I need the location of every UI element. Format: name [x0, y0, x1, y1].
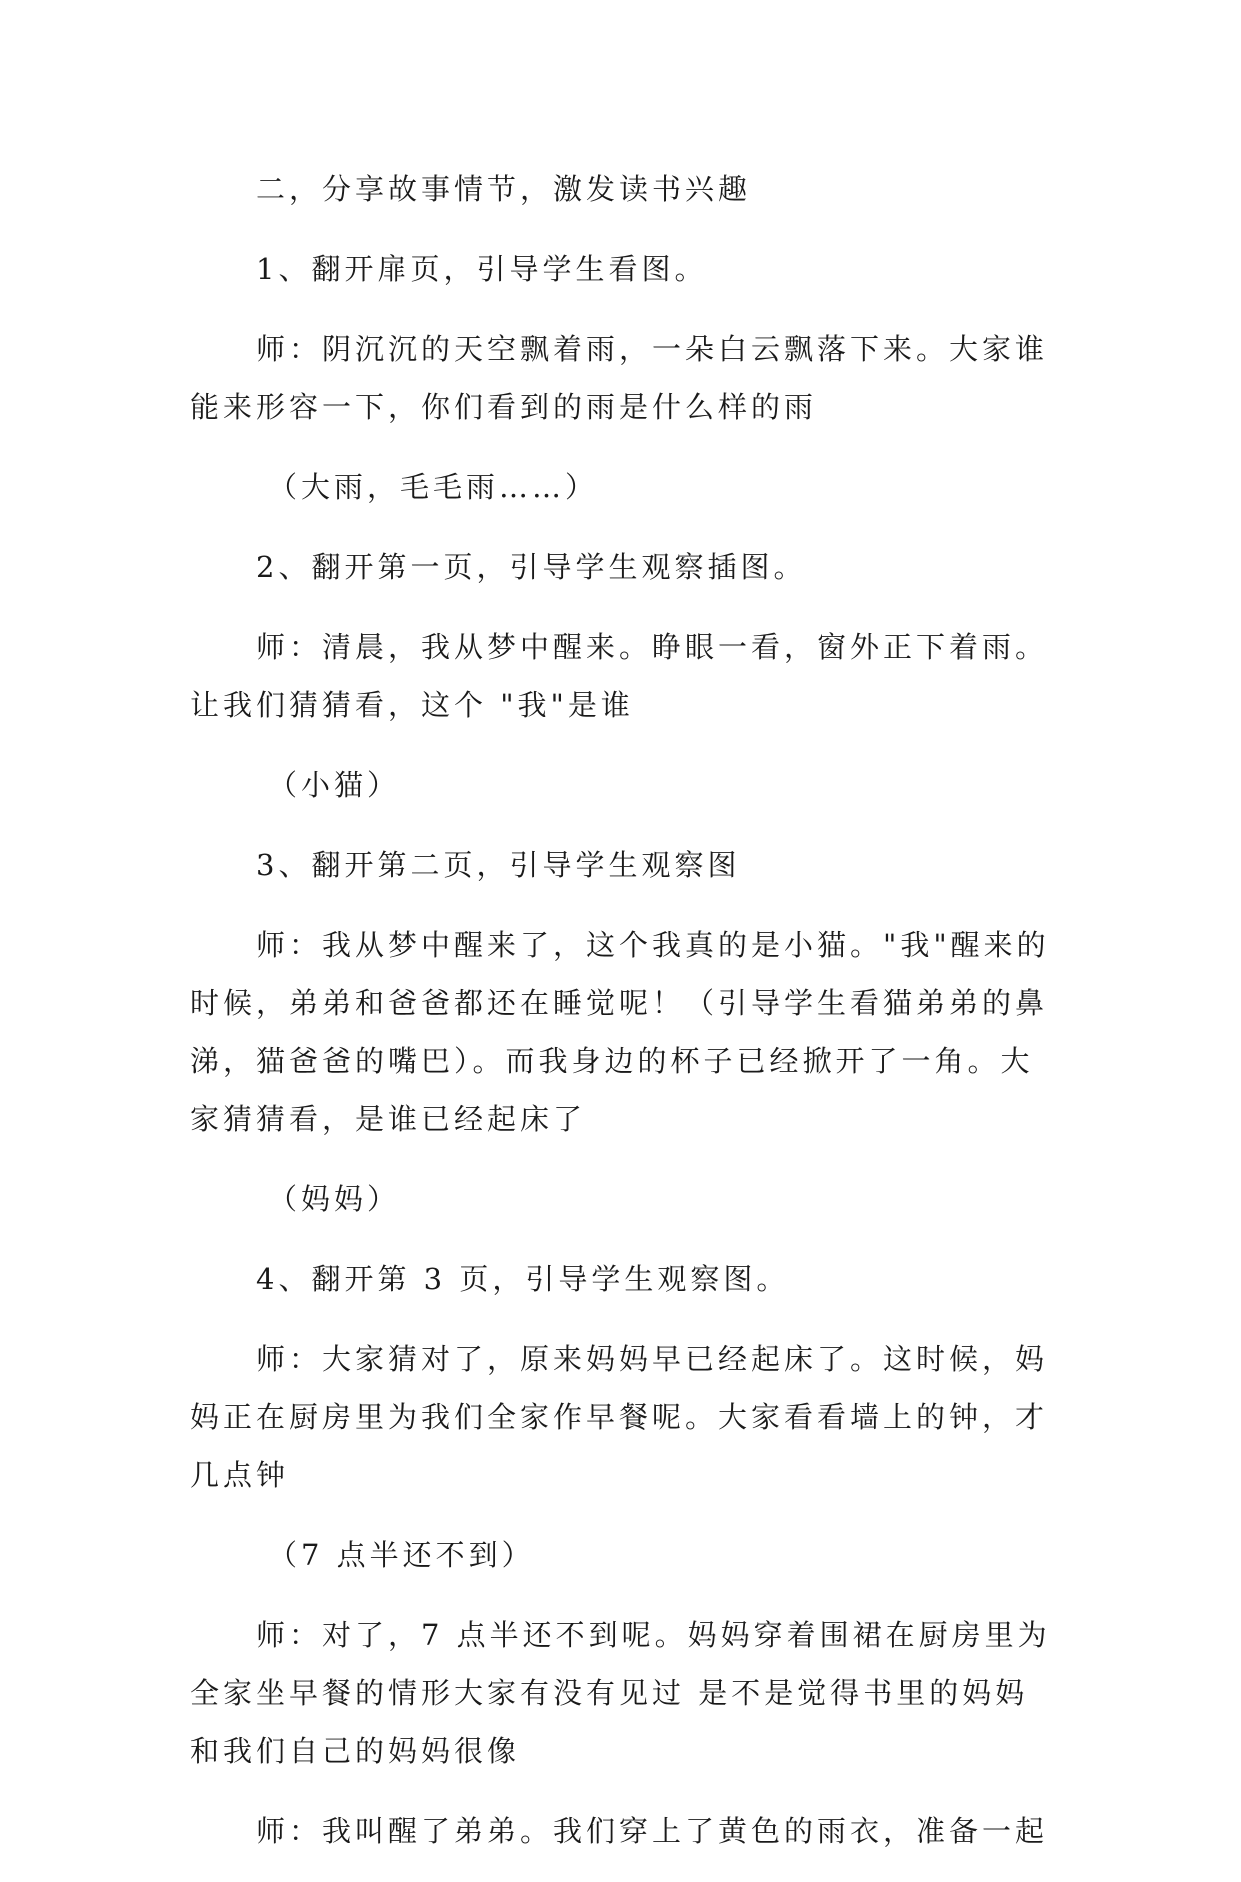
student-answer	[190, 756, 1060, 814]
student-answer	[190, 458, 1060, 516]
text-line: 家猜猜看，是谁已经起床了	[190, 1102, 587, 1136]
text-line: 师：我从梦中醒来了，这个我真的是小猫。"我"醒来的	[256, 928, 1050, 962]
text-line: 1、翻开扉页，引导学生看图。	[256, 252, 708, 286]
text-line: 3、翻开第二页，引导学生观察图	[256, 848, 741, 882]
teacher-dialogue	[190, 618, 1060, 734]
text-line: （小猫）	[268, 768, 401, 802]
text-line: 和我们自己的妈妈很像	[190, 1734, 521, 1768]
text-line: （7 点半还不到）	[268, 1538, 535, 1572]
text-line: （大雨，毛毛雨……）	[268, 470, 599, 504]
teacher-dialogue	[190, 916, 1060, 1148]
student-answer	[190, 1170, 1060, 1228]
step-3	[190, 836, 1060, 894]
text-line: 师：我叫醒了弟弟。我们穿上了黄色的雨衣，准备一起	[256, 1814, 1049, 1848]
text-line: 让我们猜猜看，这个 "我"是谁	[190, 688, 634, 722]
teacher-dialogue	[190, 320, 1060, 436]
text-line: 师：大家猜对了，原来妈妈早已经起床了。这时候，妈	[256, 1342, 1049, 1376]
step-4	[190, 1250, 1060, 1308]
text-line: 全家坐早餐的情形大家有没有见过 是不是觉得书里的妈妈	[190, 1676, 1029, 1710]
text-line: （妈妈）	[268, 1182, 401, 1216]
text-line: 4、翻开第 3 页，引导学生观察图。	[256, 1262, 790, 1296]
text-line: 二，分享故事情节，激发读书兴趣	[256, 172, 752, 206]
teacher-dialogue	[190, 1330, 1060, 1504]
document-body	[190, 160, 1060, 1882]
student-answer	[190, 1526, 1060, 1584]
text-line: 2、翻开第一页，引导学生观察插图。	[256, 550, 807, 584]
text-line: 师：清晨，我从梦中醒来。睁眼一看，窗外正下着雨。	[256, 630, 1049, 664]
step-1	[190, 240, 1060, 298]
text-line: 涕，猫爸爸的嘴巴）。而我身边的杯子已经掀开了一角。大	[190, 1044, 1034, 1078]
text-line: 几点钟	[190, 1458, 290, 1492]
teacher-dialogue	[190, 1802, 1060, 1860]
text-line: 妈正在厨房里为我们全家作早餐呢。大家看看墙上的钟，才	[190, 1400, 1049, 1434]
text-line: 能来形容一下，你们看到的雨是什么样的雨	[190, 390, 818, 424]
section-heading	[190, 160, 1060, 218]
text-line: 师：阴沉沉的天空飘着雨，一朵白云飘落下来。大家谁	[256, 332, 1049, 366]
text-line: 时候，弟弟和爸爸都还在睡觉呢！（引导学生看猫弟弟的鼻	[190, 986, 1049, 1020]
step-2	[190, 538, 1060, 596]
text-line: 师：对了，7 点半还不到呢。妈妈穿着围裙在厨房里为	[256, 1618, 1051, 1652]
